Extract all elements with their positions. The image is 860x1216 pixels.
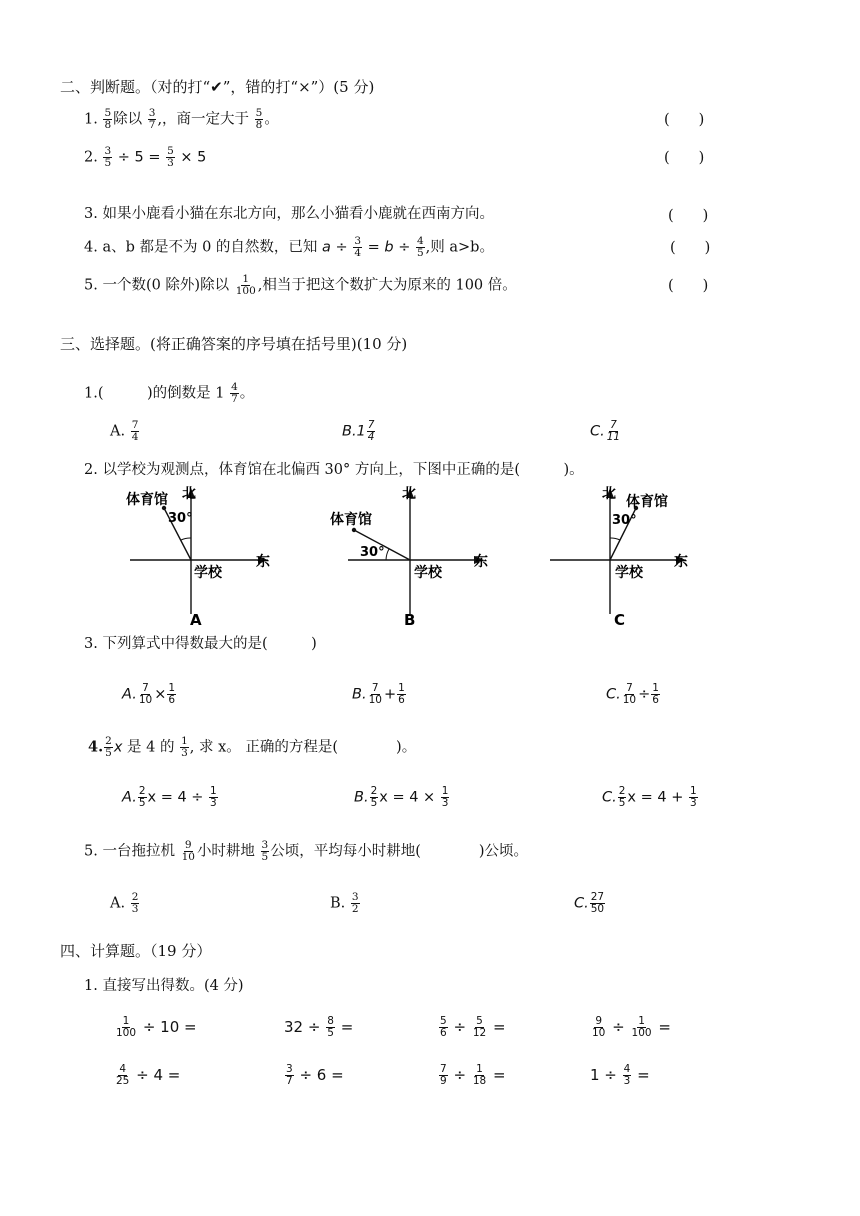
judge-q3: 3. 如果小鹿看小猫在东北方向，那么小猫看小鹿就在西南方向。 (84, 206, 494, 222)
answer-blank[interactable]: ( ) (664, 150, 705, 166)
svg-text:学校: 学校 (615, 565, 643, 581)
north-label: 北 (182, 486, 196, 502)
calc-item[interactable]: $\frac{4}{25}$ ÷ 4 = (116, 1063, 181, 1087)
option-c[interactable]: C. $\frac{7}{10}$ ÷ $\frac{1}{6}$ (606, 682, 659, 706)
choice-q2: 2. 以学校为观测点，体育馆在北偏西 30° 方向上，下图中正确的是( )。 (84, 462, 584, 478)
calc-item[interactable]: $\frac{3}{7}$ ÷ 6 = (286, 1063, 344, 1087)
svg-text:东: 东 (674, 554, 688, 570)
fraction: $\frac{5}{8}$ (104, 107, 112, 131)
diagram-label-c: C (614, 611, 626, 629)
option-c[interactable]: C. $\frac{2}{5}$ x = 4 + $\frac{1}{3}$ (602, 785, 697, 809)
answer-blank[interactable]: ( ) (668, 278, 709, 294)
svg-text:体育馆: 体育馆 (330, 512, 372, 528)
svg-text:30°: 30° (360, 545, 385, 560)
svg-text:30°: 30° (612, 513, 637, 528)
choice-q5: 5. 一台拖拉机 $\frac{9}{10}$ 小时耕地 $\frac{3}{5}$ 公顷，平均每小时耕地( )公顷。 (84, 839, 529, 863)
calc-item[interactable]: 1 ÷ $\frac{4}{3}$ = (590, 1063, 650, 1087)
choice-q1: 1.( )的倒数是 1 $\frac{4}{7}$ 。 (84, 381, 255, 405)
fraction: $\frac{3}{7}$ (148, 107, 156, 131)
calc-item[interactable]: $\frac{9}{10}$ ÷ $\frac{1}{100}$ = (592, 1015, 671, 1039)
option-b[interactable]: B. $\frac{2}{5}$ x = 4 × $\frac{1}{3}$ (354, 785, 449, 809)
option-a[interactable]: A. $\frac{2}{5}$ x = 4 ÷ $\frac{1}{3}$ (122, 785, 217, 809)
gym-label: 体育馆 (126, 492, 168, 508)
compass-diagram-c[interactable] (540, 484, 710, 630)
fraction: $\frac{5}{8}$ (255, 107, 263, 131)
option-b[interactable]: B. $\frac{3}{2}$ (330, 891, 359, 915)
svg-text:北: 北 (402, 486, 416, 502)
option-a[interactable]: A. $\frac{2}{3}$ (110, 891, 139, 915)
answer-blank[interactable]: ( ) (668, 208, 709, 224)
compass-diagram-b[interactable] (330, 484, 500, 630)
option-b[interactable]: B. $\frac{7}{10}$ + $\frac{1}{6}$ (352, 682, 405, 706)
answer-blank[interactable]: ( ) (664, 112, 705, 128)
calc-item[interactable]: $\frac{1}{100}$ ÷ 10 = (116, 1015, 197, 1039)
option-b[interactable]: B.1 $\frac{7}{4}$ (342, 419, 375, 443)
section-2-title: 二、判断题。（对的打“✔”，错的打“×”）(5 分) (60, 78, 375, 96)
calc-item[interactable]: $\frac{5}{6}$ ÷ $\frac{5}{12}$ = (440, 1015, 506, 1039)
diagram-label-a: A (190, 611, 202, 629)
option-a[interactable]: A. $\frac{7}{10}$ × $\frac{1}{6}$ (122, 682, 176, 706)
judge-q1: 1. $\frac{5}{8}$ 除以 $\frac{3}{7}$ ,，商一定大于 $\frac{5}{8}$ 。 (84, 107, 279, 131)
svg-text:学校: 学校 (414, 565, 442, 581)
judge-q5: 5. 一个数(0 除外)除以 $\frac{1}{100}$ ,相当于把这个数扩大为原来的 100 倍。 (84, 273, 517, 297)
judge-q4: 4. a、b 都是不为 0 的自然数，已知 a ÷ $\frac{3}{4}$ = b ÷ $\frac{4}{5}$ ,则 a>b。 (84, 235, 494, 259)
angle-label: 30° (168, 511, 193, 526)
section-4-title: 四、计算题。（19 分） (60, 942, 212, 960)
svg-text:东: 东 (474, 554, 488, 570)
choice-q3: 3. 下列算式中得数最大的是( ) (84, 636, 317, 652)
east-label: 东 (256, 554, 270, 570)
section-3-title: 三、选择题。(将正确答案的序号填在括号里)(10 分) (60, 335, 408, 353)
answer-blank[interactable]: ( ) (670, 240, 711, 256)
option-c[interactable]: C. $\frac{27}{50}$ (574, 891, 605, 915)
svg-text:北: 北 (602, 486, 616, 502)
compass-diagram-a[interactable] (118, 484, 288, 630)
calc-item[interactable]: $\frac{7}{9}$ ÷ $\frac{1}{18}$ = (440, 1063, 506, 1087)
calc-q1: 1. 直接写出得数。(4 分) (84, 978, 244, 994)
choice-q4: 4. $\frac{2}{5}$ x 是 4 的 $\frac{1}{3}$ , 求 x。 正确的方程是( )。 (88, 735, 417, 759)
diagram-label-b: B (404, 611, 416, 629)
judge-q2: 2. $\frac{3}{5}$ ÷ 5 = $\frac{5}{3}$ × 5 (84, 145, 207, 169)
school-label: 学校 (194, 565, 222, 581)
option-c[interactable]: C. $\frac{7}{11}$ (590, 419, 621, 443)
calc-item[interactable]: 32 ÷ $\frac{8}{5}$ = (284, 1015, 354, 1039)
svg-text:体育馆: 体育馆 (626, 494, 668, 510)
option-a[interactable]: A. $\frac{7}{4}$ (110, 419, 139, 443)
